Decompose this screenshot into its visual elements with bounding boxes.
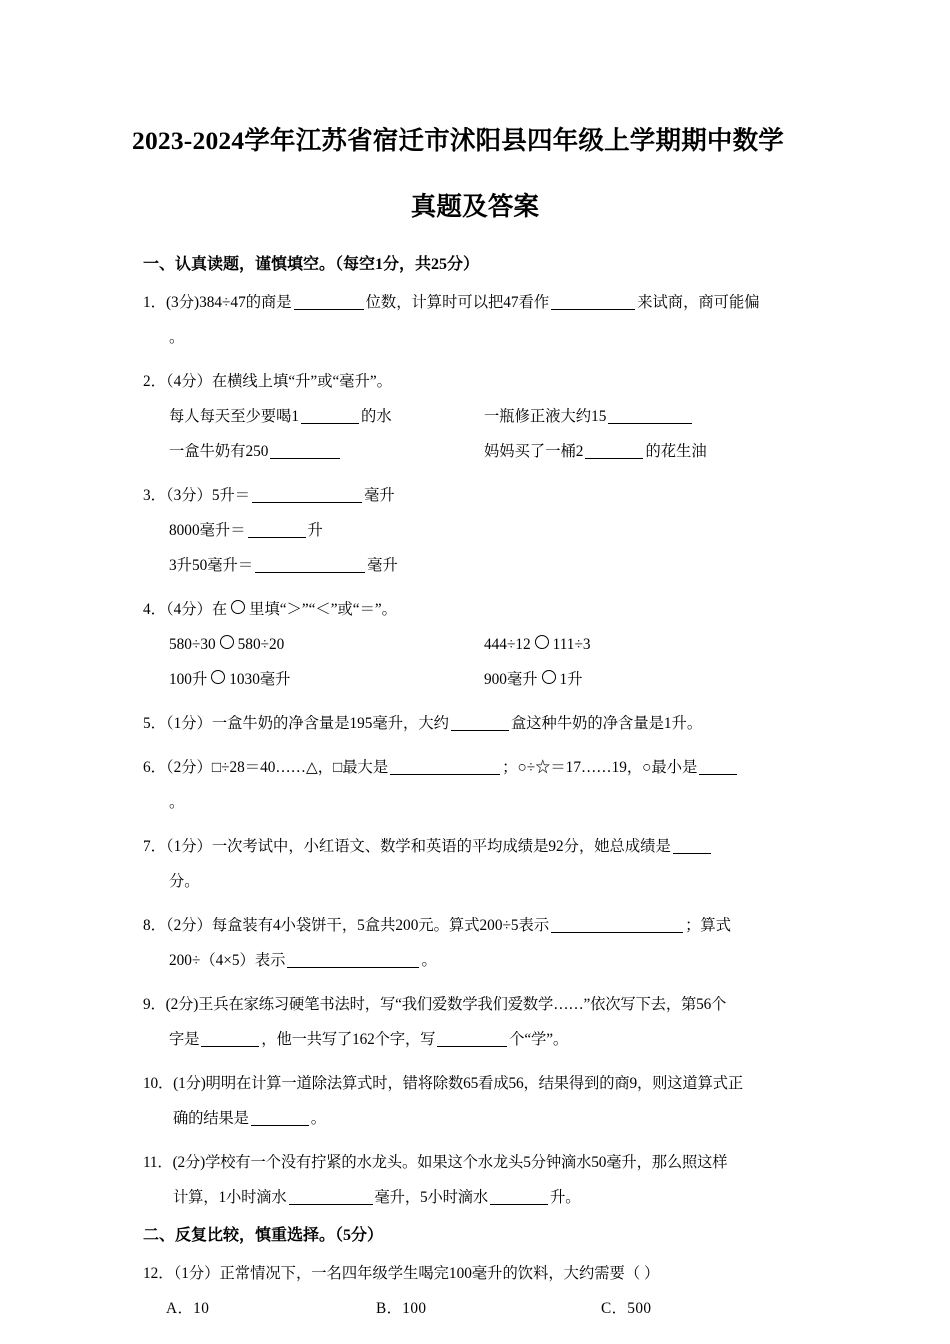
q11-text-c: 升。 (550, 1189, 581, 1206)
q11-text-a: 计算，1小时滴水 (173, 1189, 287, 1206)
q6-text-a: 6．（2分）□÷28＝40……△，□最大是 (143, 759, 389, 776)
q2-item-1-tail: 的水 (361, 408, 392, 425)
question-8-line-1 (143, 908, 809, 943)
q4-item-4 (484, 662, 583, 697)
circle-icon[interactable] (535, 635, 549, 649)
q2-item-4 (484, 434, 707, 469)
q2-blank-3[interactable] (270, 445, 340, 459)
q4-stem-a: 4．（4分）在 (143, 601, 228, 618)
q4-item-2 (484, 627, 591, 662)
q8-text-a: 8．（2分）每盒装有4小袋饼干，5盒共200元。算式200÷5表示 (143, 917, 550, 934)
question-10 (143, 1066, 809, 1136)
q4-item-3-left: 100升 (169, 671, 208, 688)
q2-item-4-text: 妈妈买了一桶2 (484, 443, 584, 460)
q6-text-b: ；○÷☆＝17……19，○最小是 (502, 759, 698, 776)
q9-text-a: 字是 (169, 1031, 200, 1048)
question-8-line-2 (143, 943, 809, 978)
q2-item-2 (484, 399, 694, 434)
q2-item-4-tail: 的花生油 (645, 443, 707, 460)
q1-text-c: 来试商，商可能偏 (637, 294, 760, 311)
q2-item-1 (169, 399, 392, 434)
q4-item-3-right: 1030毫升 (229, 671, 291, 688)
q2-item-2-text: 一瓶修正液大约15 (484, 408, 607, 425)
question-12-stem: 12．（1分）正常情况下，一名四年级学生喝完100毫升的饮料，大约需要（ ） (143, 1265, 660, 1282)
question-7-line-2: 分。 (169, 873, 200, 890)
q9-blank-1[interactable] (201, 1033, 259, 1047)
q8-text-b: ；算式 (685, 917, 732, 934)
question-2-row-1 (143, 399, 809, 434)
q6-blank-2[interactable] (699, 761, 737, 775)
q4-item-4-right: 1升 (559, 671, 583, 688)
question-10-line-2 (143, 1101, 809, 1136)
q11-blank-1[interactable] (289, 1191, 373, 1205)
q5-blank-1[interactable] (451, 717, 509, 731)
question-3-line-2 (143, 513, 809, 548)
q1-blank-2[interactable] (551, 296, 635, 310)
question-4-row-1 (143, 627, 809, 662)
question-3-line-1 (143, 478, 809, 513)
question-6 (143, 750, 809, 820)
circle-icon[interactable] (220, 635, 234, 649)
q9-blank-2[interactable] (437, 1033, 507, 1047)
q4-stem-b: 里填“＞”“＜”或“＝”。 (249, 601, 397, 618)
circle-icon[interactable] (211, 670, 225, 684)
q8-text-c: 200÷（4×5）表示 (169, 952, 286, 969)
exam-content (143, 254, 809, 1317)
q3-text-c: 8000毫升＝ (169, 522, 246, 539)
question-8 (143, 908, 809, 978)
question-9-line-1: 9．(2分)王兵在家练习硬笔书法时，写“我们爱数学我们爱数学……”依次写下去，第56个 (143, 996, 727, 1013)
q5-text-a: 5．（1分）一盒牛奶的净含量是195毫升，大约 (143, 715, 449, 732)
q4-item-2-right: 111÷3 (552, 636, 591, 653)
q4-item-1-right: 580÷20 (237, 636, 285, 653)
question-7-line-1 (143, 829, 809, 864)
q2-blank-4[interactable] (585, 445, 643, 459)
question-10-line-1: 10．(1分)明明在计算一道除法算式时，错将除数65看成56，结果得到的商9，则这道算式正 (143, 1075, 744, 1092)
q2-item-1-text: 每人每天至少要喝1 (169, 408, 300, 425)
q4-item-3 (169, 662, 290, 697)
option-a[interactable]: A．10 (166, 1300, 210, 1317)
q10-blank-1[interactable] (251, 1112, 309, 1126)
q8-text-d: 。 (421, 952, 437, 969)
q2-blank-1[interactable] (301, 410, 359, 424)
q1-text-a: 1．(3分)384÷47的商是 (143, 294, 292, 311)
q3-text-b: 毫升 (364, 487, 395, 504)
question-1 (143, 285, 809, 355)
question-3-line-3 (143, 548, 809, 583)
q2-item-3 (169, 434, 342, 469)
question-2-row-2 (143, 434, 809, 469)
question-4 (143, 592, 809, 697)
q1-text-b: 位数，计算时可以把47看作 (365, 294, 550, 311)
question-5 (143, 706, 809, 741)
q8-blank-1[interactable] (551, 919, 683, 933)
question-12 (143, 1256, 809, 1317)
title-line-2: 真题及答案 (410, 192, 540, 221)
q7-blank-1[interactable] (673, 840, 711, 854)
question-11-line-1: 11．(2分)学校有一个没有拧紧的水龙头。如果这个水龙头5分钟滴水50毫升，那么照这样 (143, 1154, 728, 1171)
question-3 (143, 478, 809, 583)
q10-text-a: 确的结果是 (173, 1110, 249, 1127)
question-5-line-1 (143, 706, 809, 741)
circle-icon (231, 600, 245, 614)
question-4-row-2 (143, 662, 809, 697)
question-7 (143, 829, 809, 899)
q11-text-b: 毫升，5小时滴水 (374, 1189, 489, 1206)
question-2 (143, 364, 809, 469)
page-title (130, 0, 820, 240)
section-heading-1: 一、认真读题，谨慎填空。（每空1分，共25分） (143, 256, 480, 273)
q6-blank-1[interactable] (390, 761, 500, 775)
q4-item-1 (169, 627, 284, 662)
q3-text-f: 毫升 (367, 557, 398, 574)
question-11-line-2 (143, 1180, 809, 1215)
question-1-line-1 (143, 285, 809, 320)
question-9 (143, 987, 809, 1057)
q7-text-a: 7．（1分）一次考试中，小红语文、数学和英语的平均成绩是92分，她总成绩是 (143, 838, 671, 855)
q4-item-2-left: 444÷12 (484, 636, 531, 653)
question-11 (143, 1145, 809, 1215)
q9-text-b: ，他一共写了162个字，写 (261, 1031, 436, 1048)
q10-text-b: 。 (310, 1110, 326, 1127)
question-9-line-2 (143, 1022, 809, 1057)
question-2-stem: 2．（4分）在横线上填“升”或“毫升”。 (143, 373, 392, 390)
q4-item-4-left: 900毫升 (484, 671, 538, 688)
question-4-stem (143, 592, 809, 627)
section-heading-2: 二、反复比较，慎重选择。（5分） (143, 1227, 384, 1244)
q2-item-3-text: 一盒牛奶有250 (169, 443, 269, 460)
q2-blank-2[interactable] (608, 410, 692, 424)
option-b[interactable]: B．100 (376, 1300, 427, 1317)
q3-text-a: 3．（3分）5升＝ (143, 487, 251, 504)
question-1-line-2: 。 (169, 329, 185, 346)
q3-blank-1[interactable] (252, 489, 362, 503)
q1-blank-1[interactable] (294, 296, 364, 310)
option-c[interactable]: C．500 (601, 1300, 652, 1317)
q9-text-c: 个“学”。 (509, 1031, 568, 1048)
title-line-1: 2023-2024学年江苏省宿迁市沭阳县四年级上学期期中数学 (132, 126, 784, 155)
q8-blank-2[interactable] (287, 954, 419, 968)
question-6-line-1 (143, 750, 809, 785)
circle-icon[interactable] (542, 670, 556, 684)
q3-blank-3[interactable] (255, 559, 365, 573)
question-6-line-2: 。 (169, 794, 185, 811)
q5-text-b: 盒这种牛奶的净含量是1升。 (510, 715, 703, 732)
q11-blank-2[interactable] (490, 1191, 548, 1205)
q3-blank-2[interactable] (248, 524, 306, 538)
q3-text-d: 升 (307, 522, 323, 539)
q4-item-1-left: 580÷30 (169, 636, 216, 653)
q3-text-e: 3升50毫升＝ (169, 557, 254, 574)
